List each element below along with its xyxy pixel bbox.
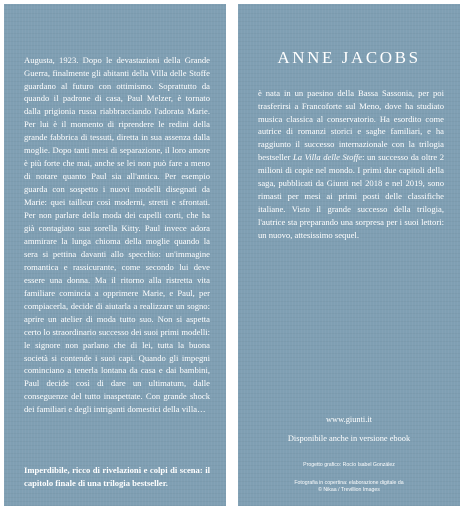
photo-credit-line2: © Nikaa / Trevillion Images (318, 487, 380, 493)
synopsis-text: Augusta, 1923. Dopo le devastazioni della Grande Guerra, finalmente gli abitanti della Villa delle Stoffe guardano al futuro con ottimismo. Soprattutto da quando il padrone di casa, Paul Melzer, è tornato dalla prigionia russa riabbracciando l'adorata Marie. Per lui è il momento di riprendere le redini della grande fabbrica di tessuti, diretta in sua assenza dalla moglie. Dopo tanti mesi di separazione, il loro amore è più forte che mai, anche se lei non può fare a meno di notare quanto Paul sia all'antica. Per esempio guarda con sospetto i nuovi modelli disegnati da Marie: quei tailleur così moderni, stretti e sfrontati. Per non parlare della moda dei capelli corti, che ha già contagiato sua sorella Kitty. Paul invece adora ammirare la lunga chioma della moglie quando la sera si pettina davanti allo specchio: un'immagine romantica e rassicurante, come secondo lui deve essere una donna. Ma il ritorno alla ristretta vita familiare comincia a opprimere Marie, e Paul, per compiacerla, decide di aiutarla a realizzare un sogno: aprire un atelier di moda tutto suo. Non si aspetta certo lo straordinario successo dei suoi primi modelli: le signore non parlano che di lei, tutta la buona società si contende i suoi capi. Quando gli impegni cominciano a tenerla lontana da casa e dai bambini, Paul decide così di dare un ultimatum, dalle conseguenze del tutto inaspettate. Con grande shock dei familiari e degli intriganti domestici della villa… (24, 54, 210, 415)
right-flap (238, 4, 460, 506)
ebook-availability: Disponibile anche in versione ebook (287, 434, 411, 443)
left-flap (4, 4, 226, 506)
design-credit: Progetto grafico: Rocío Isabel González (303, 462, 395, 468)
tagline-text: Imperdibile, ricco di rivelazioni e colpi di scena: il capitolo finale di una trilogia bestseller. (24, 464, 210, 488)
author-name: ANNE JACOBS (277, 48, 421, 67)
publisher-website[interactable]: www.giunti.it (326, 415, 372, 424)
bio-book-title: La Villa delle Stoffe (293, 152, 363, 163)
photo-credit-line1: Fotografia in copertina: elaborazione digitale da (294, 480, 404, 486)
bio-text-part2: : un successo da oltre 2 milioni di copie nel mondo. I primi due capitoli della saga, pubblicati da Giunti nel 2018 e nel 2019, sono rimasti per mesi ai primi posti delle classifiche italiane. Visto il grande successo della trilogia, l'autrice sta preparando una sorpresa per i suoi lettori: un nuovo, attesissimo sequel. (258, 152, 444, 241)
author-bio (258, 87, 444, 242)
photo-credit (238, 480, 460, 494)
bio-text-part1: è nata in un paesino della Bassa Sassonia, per poi trasferirsi a Francoforte sul Meno, dove ha studiato musica classica al conservatorio. Ha esordito come autrice di romanzi storici e saghe familiari, e ha raggiunto il successo internazionale con la trilogia bestseller (258, 87, 444, 163)
